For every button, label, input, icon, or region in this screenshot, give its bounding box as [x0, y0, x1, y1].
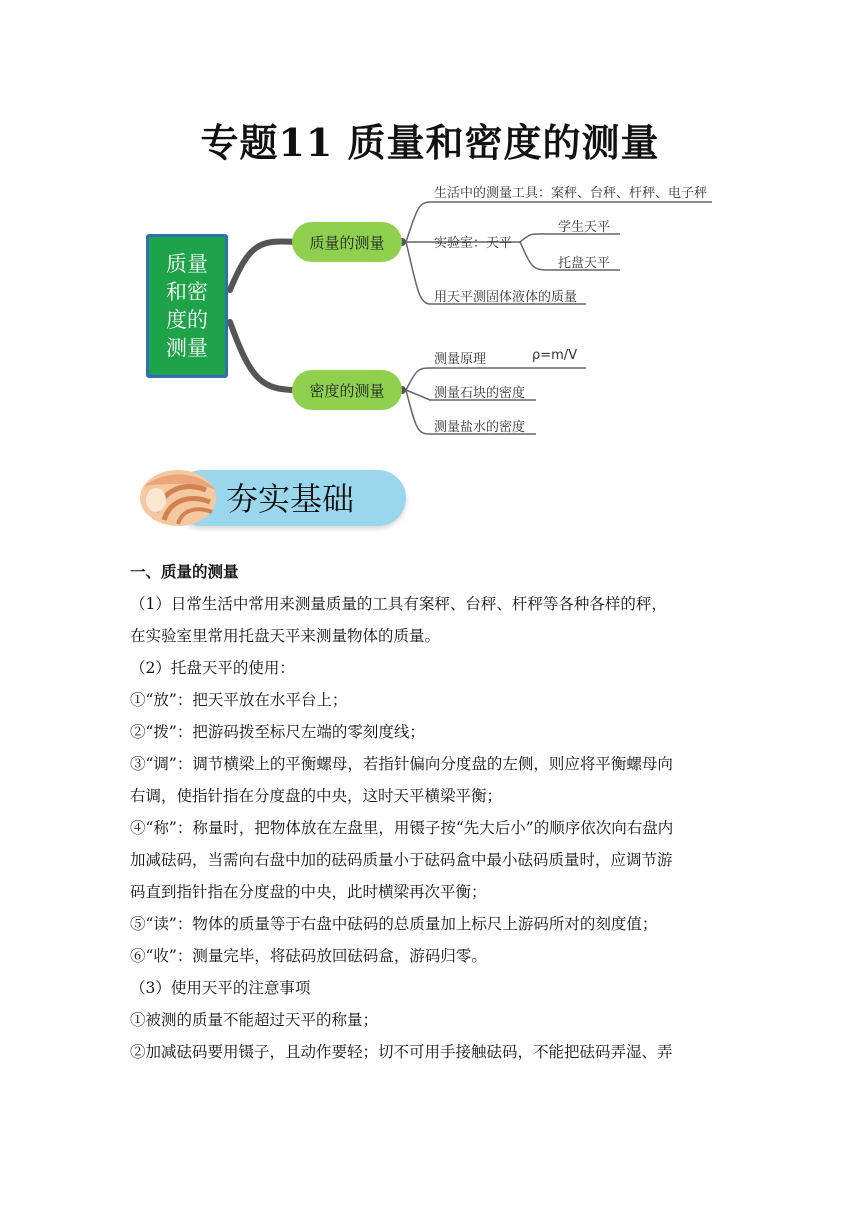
text-line: ⑤“读”：物体的质量等于右盘中砝码的总质量加上标尺上游码所对的刻度值；	[130, 915, 658, 933]
leaf-measure-solid-liquid: 用天平测固体液体的质量	[434, 290, 578, 305]
shell-icon	[134, 460, 224, 532]
text-line: ①“放”：把天平放在水平台上；	[130, 691, 348, 709]
mind-map-connectors	[140, 172, 740, 442]
branch-density-measurement: 密度的测量	[292, 370, 402, 410]
mind-map	[140, 172, 740, 442]
leaf-lab-balance: 实验室：天平	[434, 236, 513, 251]
leaf-student-balance: 学生天平	[558, 220, 611, 235]
text-line: 在实验室里常用托盘天平来测量物体的质量。	[130, 627, 441, 645]
text-line: （3）使用天平的注意事项	[130, 979, 311, 997]
text-line: 右调，使指针指在分度盘的中央，这时天平横梁平衡；	[130, 787, 503, 805]
text-line: ③“调”：调节横梁上的平衡螺母，若指针偏向分度盘的左侧，则应将平衡螺母向	[130, 755, 673, 773]
leaf-stone-density: 测量石块的密度	[434, 386, 526, 401]
text-line: ①被测的质量不能超过天平的称量；	[130, 1011, 379, 1029]
text-line: ②加减砝码要用镊子，且动作要轻；切不可用手接触砝码，不能把砝码弄湿、弄	[130, 1043, 673, 1061]
leaf-daily-tools: 生活中的测量工具：案秤、台秤、杆秤、电子秤	[434, 186, 708, 201]
section-heading: 一、质量的测量	[130, 562, 239, 581]
content-body	[130, 556, 740, 1068]
branch-mass-measurement: 质量的测量	[292, 222, 402, 262]
mind-map-root: 质量和密度的测量	[146, 234, 228, 378]
text-line: 加减砝码，当需向右盘中加的砝码质量小于砝码盒中最小砝码质量时，应调节游	[130, 851, 673, 869]
text-line: ②“拨”：把游码拨至标尺左端的零刻度线；	[130, 723, 425, 741]
text-line: （1）日常生活中常用来测量质量的工具有案秤、台秤、杆秤等各种各样的秤，	[130, 595, 667, 613]
text-line: （2）托盘天平的使用：	[130, 659, 295, 677]
page-title: 专题11 质量和密度的测量	[200, 120, 660, 165]
text-line: 码直到指针指在分度盘的中央，此时横梁再次平衡；	[130, 883, 487, 901]
text-line: ⑥“收”：测量完毕，将砝码放回砝码盒，游码归零。	[130, 947, 487, 965]
section-banner	[134, 460, 410, 532]
leaf-saltwater-density: 测量盐水的密度	[434, 420, 526, 435]
text-line: ④“称”：称量时，把物体放在左盘里，用镊子按“先大后小”的顺序依次向右盘内	[130, 819, 674, 837]
leaf-tray-balance: 托盘天平	[558, 256, 611, 271]
banner-label: 夯实基础	[226, 480, 355, 518]
leaf-formula: ρ=m/V	[532, 348, 578, 363]
leaf-principle: 测量原理	[434, 352, 487, 367]
